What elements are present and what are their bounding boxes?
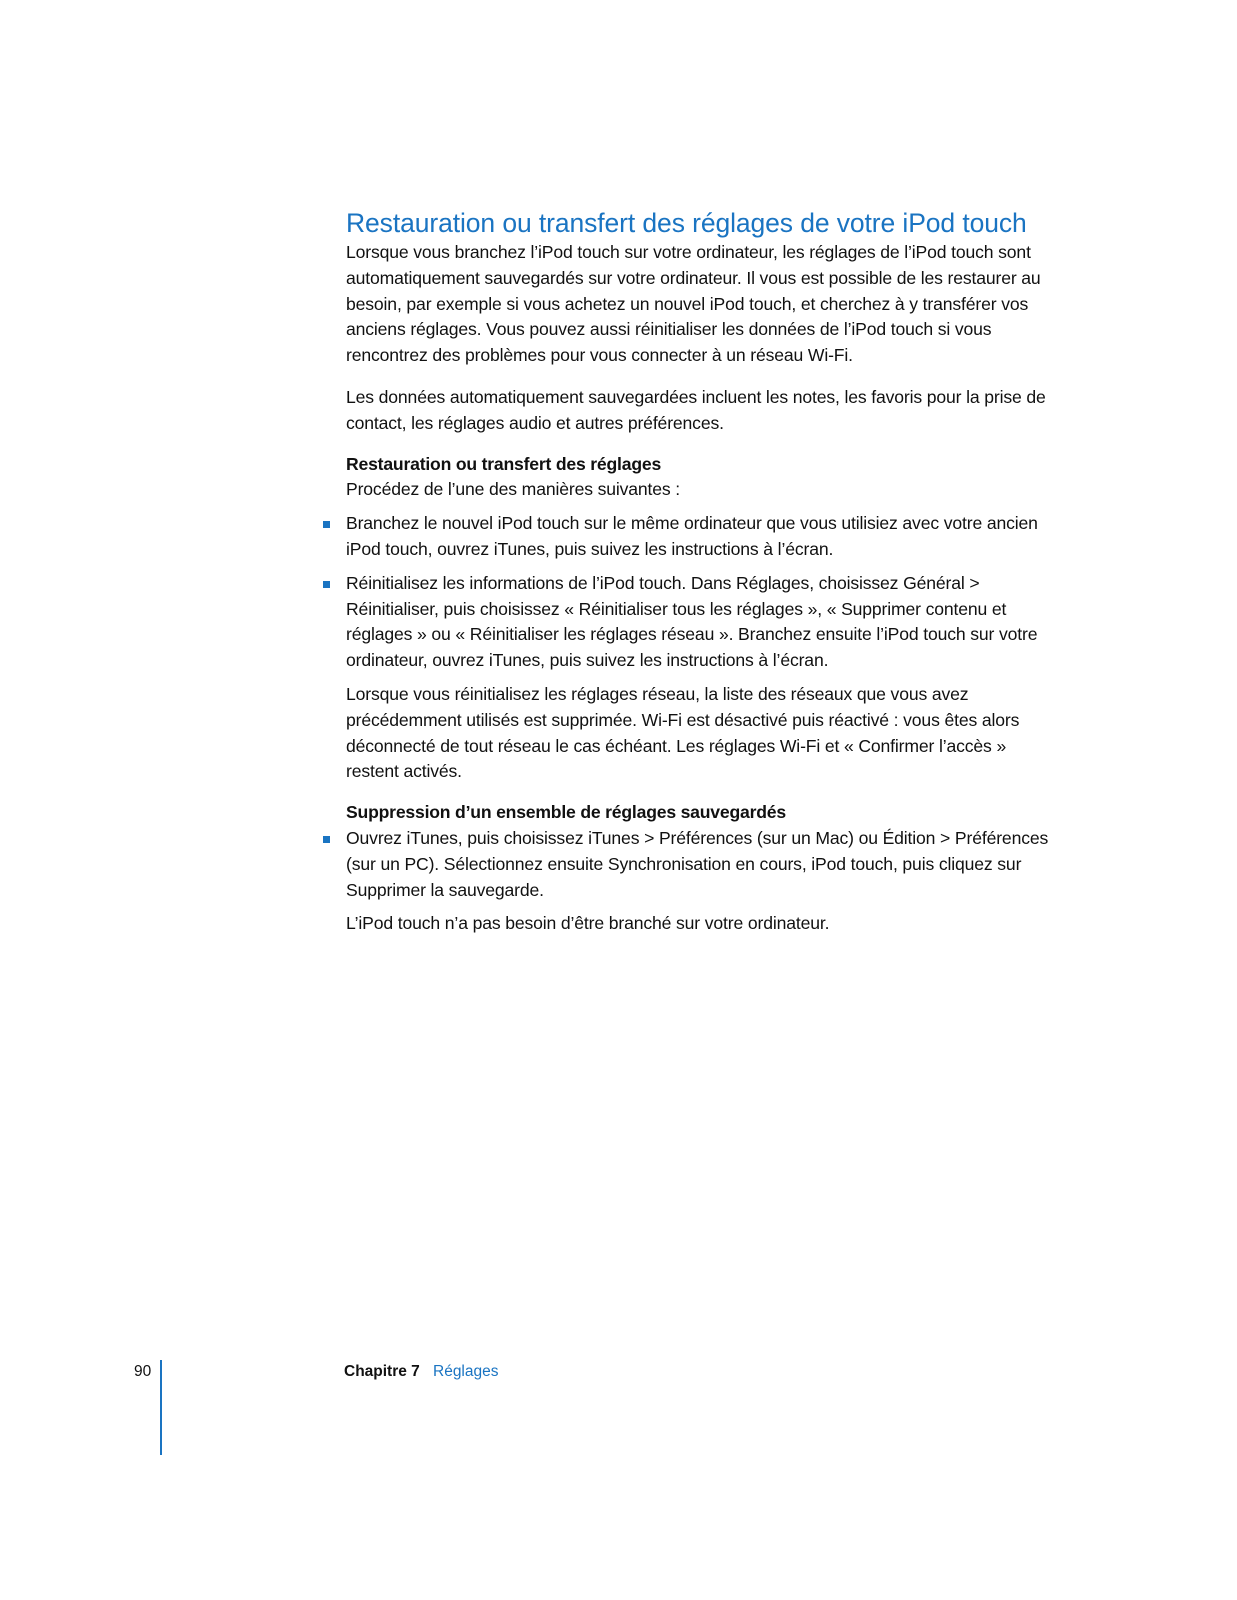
square-bullet-icon: [323, 581, 330, 588]
square-bullet-icon: [323, 836, 330, 843]
chapter-label: Chapitre 7: [344, 1363, 420, 1380]
delete-heading: Suppression d’un ensemble de réglages sauvegardés: [346, 802, 786, 823]
restore-bullet-list: [346, 511, 1056, 674]
network-reset-note: Lorsque vous réinitialisez les réglages réseau, la liste des réseaux que vous avez précédemment utilisés est supprimée. Wi-Fi est désactivé puis réactivé : vous êtes alors déconnecté de tout réseau le cas échéant. Les réglages Wi-Fi et « Confirmer l’accès » restent activés.: [346, 683, 1020, 782]
bullet-text: Branchez le nouvel iPod touch sur le même ordinateur que vous utilisiez avec votre ancien iPod touch, ouvrez iTunes, puis suivez les instructions à l’écran.: [346, 513, 1038, 559]
bullet-text: Réinitialisez les informations de l’iPod touch. Dans Réglages, choisissez Général > Réinitialiser, puis choisissez « Réinitialiser tous les réglages », « Supprimer contenu et réglages » ou « Réinitialiser les réglages réseau ». Branchez ensuite l’iPod touch sur votre ordinateur, ouvrez iTunes, puis suivez les instructions à l’écran.: [346, 572, 1038, 671]
list-item: [346, 826, 1056, 903]
restore-lead: Procédez de l’une des manières suivantes :: [346, 479, 681, 500]
section-title: Restauration ou transfert des réglages de votre iPod touch: [346, 208, 1027, 238]
list-item: [346, 571, 1056, 674]
delete-note: L’iPod touch n’a pas besoin d’être branché sur votre ordinateur.: [346, 913, 830, 934]
page-number: 90: [134, 1363, 152, 1380]
main-content: [346, 206, 1056, 937]
intro-paragraph: Lorsque vous branchez l’iPod touch sur votre ordinateur, les réglages de l’iPod touch sont automatiquement sauvegardés sur votre ordinateur. Il vous est possible de les restaurer au besoin, par exemple si vous achetez un nouvel iPod touch, et cherchez à y transférer vos anciens réglages. Vous pouvez aussi réinitialiser les données de l’iPod touch si vous rencontrez des problèmes pour vous connecter à un réseau Wi-Fi.: [346, 242, 1041, 366]
square-bullet-icon: [323, 521, 330, 528]
backup-contents-paragraph: Les données automatiquement sauvegardées incluent les notes, les favoris pour la prise de contact, les réglages audio et autres préférences.: [346, 386, 1046, 433]
delete-bullet-list: [346, 826, 1056, 903]
chapter-name: Réglages: [433, 1363, 499, 1380]
footer-divider: [160, 1360, 162, 1455]
restore-heading: Restauration ou transfert des réglages: [346, 453, 662, 474]
list-item: [346, 511, 1056, 563]
bullet-text: Ouvrez iTunes, puis choisissez iTunes > Préférences (sur un Mac) ou Édition > Préférences (sur un PC). Sélectionnez ensuite Synchronisation en cours, iPod touch, puis cliquez sur Supprimer la sauvegarde.: [346, 827, 1049, 900]
